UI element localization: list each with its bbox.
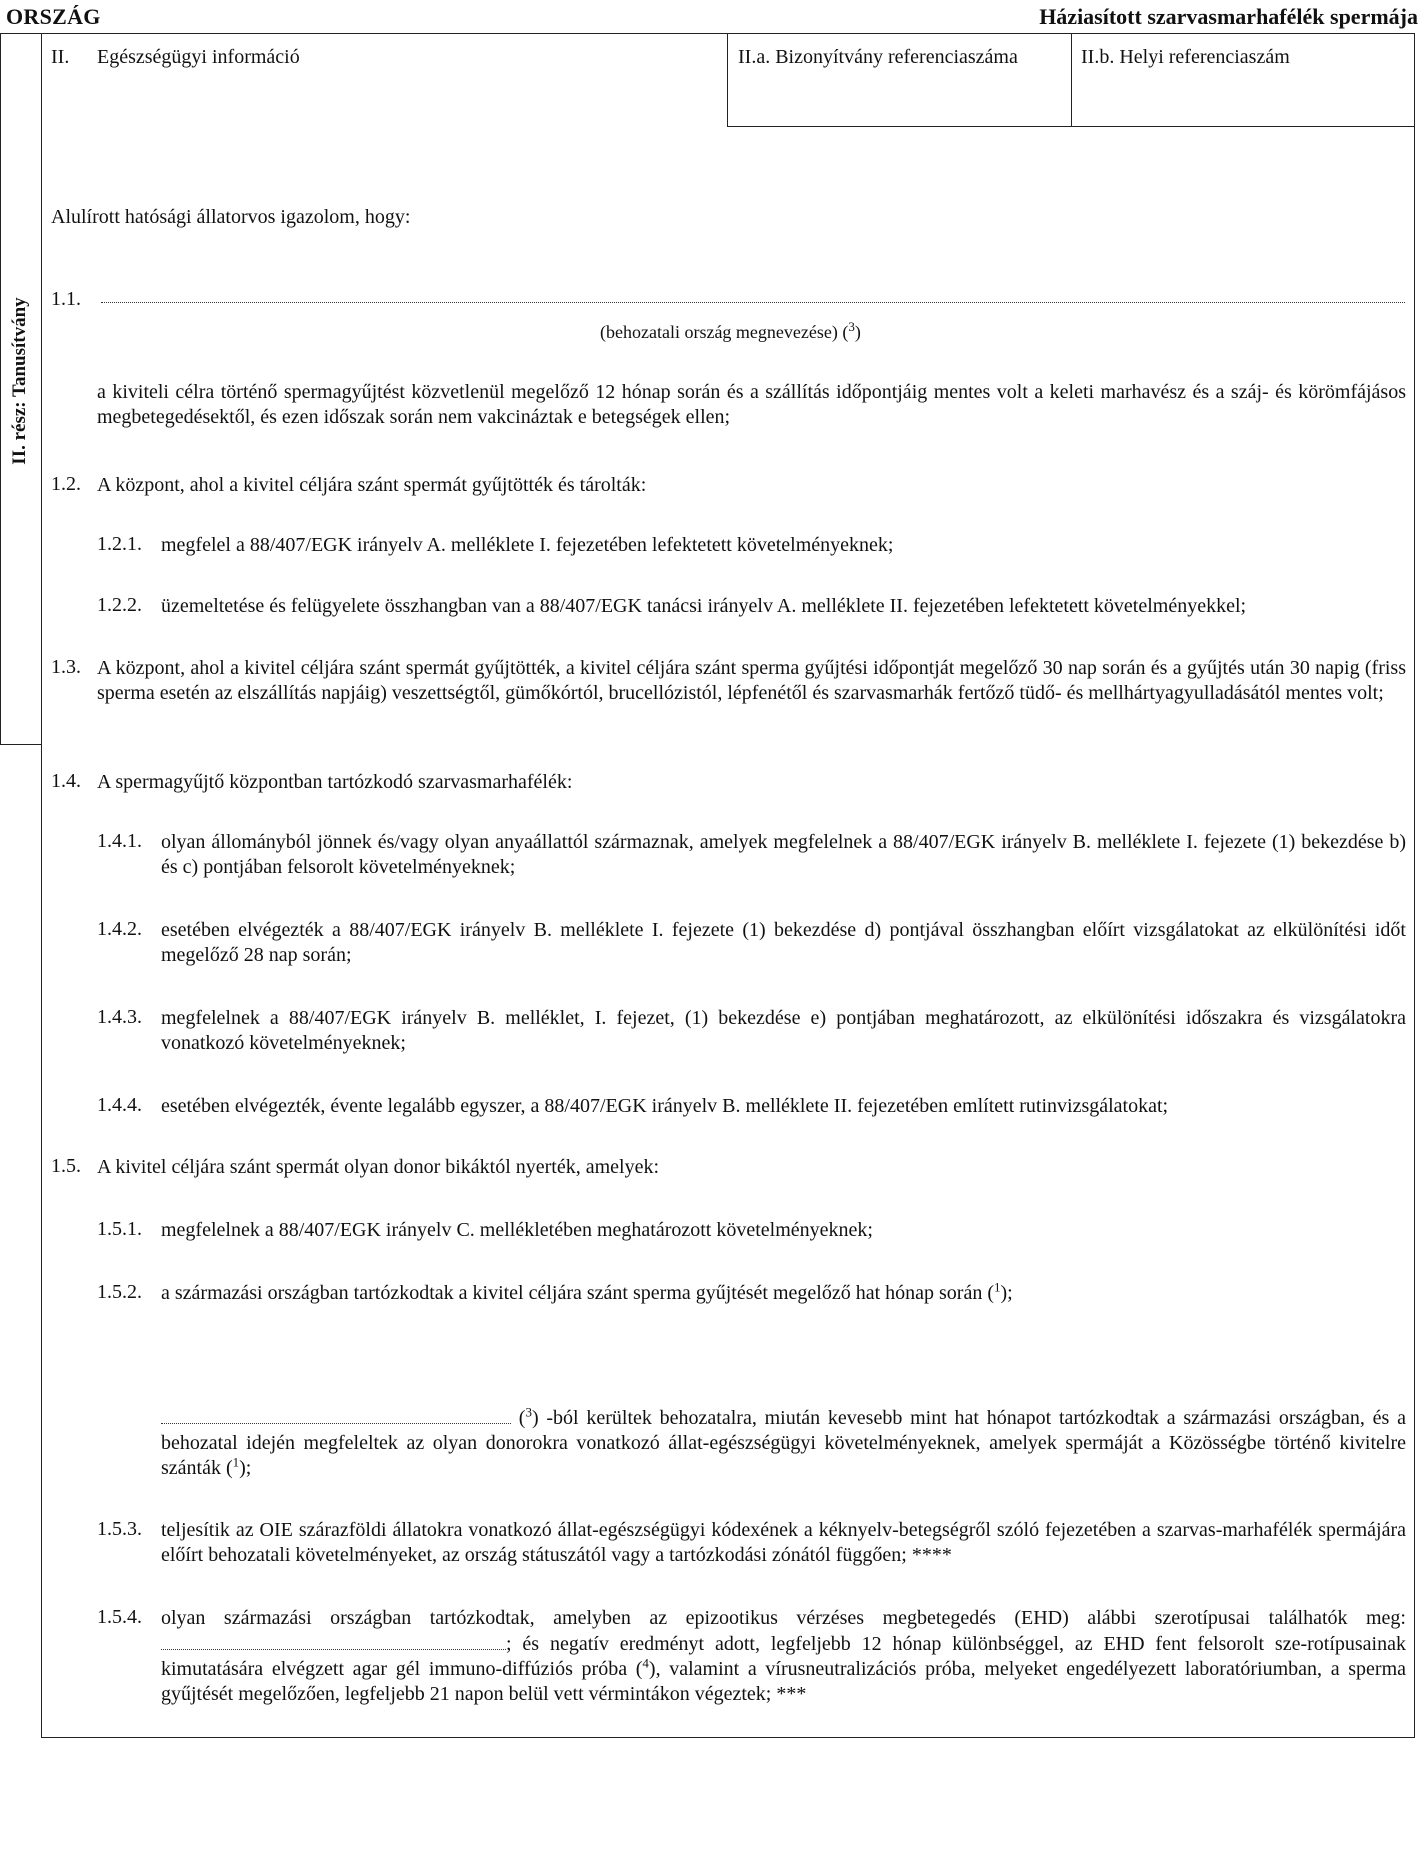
- item-number: 1.2.1.: [97, 533, 142, 555]
- item-text-part: ) -ból kerültek behozatalra, miután kevesebb mint hat hónapot tartózkodtak a származási országban, és a behozatal idején megfeleltek az olyan donorokra vonatkozó állat-egészségügyi követelményeknek, amelyek spermáját a Közösségbe történő kivitelre szánták (: [161, 1407, 1406, 1479]
- footnote-ref: 3: [848, 319, 855, 334]
- item-text: üzemeltetése és felügyelete összhangban van a 88/407/EGK tanácsi irányelv A. melléklete II. fejezetében lefektetett követelményekkel;: [161, 595, 1247, 617]
- item-text-part: olyan származási országban tartózkodtak, amelyben az epizootikus vérzéses megbetegedés (EHD) alábbi szerotípusai találhatók meg:: [161, 1607, 1406, 1629]
- dotted-fill-line: [161, 1631, 506, 1650]
- item-text: A központ, ahol a kivitel céljára szánt spermát gyűjtötték és tárolták:: [97, 474, 647, 496]
- item-number: 1.2.: [51, 473, 81, 495]
- item-text-part: ), valamint a vírusneutralizációs próba, melyeket engedélyezett laboratóriumban, a sperma gyűjtését megelőzően, legfeljebb 21 napon belül vett vérmintákon végeztek; ***: [161, 1658, 1406, 1705]
- item-text-part: (: [511, 1407, 526, 1429]
- caption-text: (behozatali ország megnevezése) (: [600, 322, 849, 342]
- item-number: 1.1.: [51, 288, 81, 310]
- item-number: 1.4.4.: [97, 1094, 142, 1116]
- item-number: 1.5.1.: [97, 1218, 142, 1240]
- item-text-part: ; és negatív eredményt adott, legfeljebb 12 hónap különbséggel, az EHD fent felsorolt sze-rotípusainak kimutatására elvégzett agar gél immuno-diffúziós próba (: [161, 1633, 1406, 1680]
- item-number: 1.4.: [51, 770, 81, 792]
- item-text: megfelelnek a 88/407/EGK irányelv C. mellékletében meghatározott követelményeknek;: [161, 1219, 873, 1241]
- item-text: esetében elvégezték a 88/407/EGK irányelv B. melléklete I. fejezete (1) bekezdése d) pontjával összhangban előírt vizsgálatokat az elkülönítési időt megelőző 28 nap során;: [161, 919, 1406, 966]
- item-text-part: );: [239, 1457, 252, 1479]
- side-label: II. rész: Tanusítvány: [9, 297, 30, 465]
- intro-text: Alulírott hatósági állatorvos igazolom, hogy:: [51, 206, 411, 228]
- item-number: 1.5.2.: [97, 1281, 142, 1303]
- item-text: megfelelnek a 88/407/EGK irányelv B. melléklet, I. fejezet, (1) bekezdése e) pontjában meghatározott, az elkülönítési időszakra és vizsgálatokra vonatkozó követelményeknek;: [161, 1007, 1406, 1054]
- item-number: 1.4.3.: [97, 1006, 142, 1028]
- certificate-title: Háziasított szarvasmarhafélék spermája: [1039, 4, 1418, 29]
- header-divider: [1071, 33, 1072, 127]
- item-text: [161, 1281, 1406, 1306]
- item-number: 1.3.: [51, 656, 81, 678]
- item-text: megfelel a 88/407/EGK irányelv A. melléklete I. fejezetében lefektetett követelményeknek;: [161, 534, 894, 556]
- header-divider: [727, 33, 728, 127]
- item-number: 1.5.4.: [97, 1606, 142, 1628]
- item-text: olyan állományból jönnek és/vagy olyan anyaállattól származnak, amelyek megfelelnek a 88/407/EGK irányelv B. melléklete I. fejezete (1) bekezdése b) és c) pontjában felsorolt követelményeknek;: [161, 831, 1406, 878]
- caption-text: ): [854, 322, 861, 342]
- item-text: A kivitel céljára szánt spermát olyan donor bikáktól nyerték, amelyek:: [97, 1156, 660, 1178]
- dotted-fill-line: [161, 1405, 511, 1424]
- health-info-number: II.: [51, 46, 70, 68]
- item-text: [161, 1405, 1406, 1481]
- certificate-reference-label: II.a. Bizonyítvány referenciaszáma: [738, 46, 1018, 68]
- item-text: A központ, ahol a kivitel céljára szánt spermát gyűjtötték, a kivitel céljára szánt sperma gyűjtési időpontját megelőző 30 nap során és a gyűjtés után 30 napig (friss sperma esetén az elszállítás napjáig) veszettségtől, gümőkórtól, brucellózistól, lépfenétől és szarvasmarhák fertőző tüdő- és mellhártyagyulladásától mentes volt;: [97, 657, 1406, 704]
- item-text: [161, 1606, 1406, 1707]
- health-info-label: Egészségügyi információ: [97, 46, 300, 68]
- dotted-fill-line: [101, 302, 1405, 303]
- item-number: 1.5.: [51, 1155, 81, 1177]
- item-text: teljesítik az OIE szárazföldi állatokra vonatkozó állat-egészségügyi kódexének a kéknyelv-betegségről szóló fejezetében a szarvas-marhafélék spermájára előírt behozatali követelményeket, az ország státuszától vagy a tartózkodási zónától függően; ****: [161, 1519, 1406, 1566]
- country-label: ORSZÁG: [6, 4, 101, 29]
- item-text: a kiviteli célra történő spermagyűjtést közvetlenül megelőző 12 hónap során és a szállítás időpontjáig mentes volt a keleti marhavész és a száj- és körömfájásos megbetegedésektől, és ezen időszak során nem vakcináztak e betegségek ellen;: [97, 381, 1406, 428]
- item-text-part: a származási országban tartózkodtak a kivitel céljára szánt sperma gyűjtését megelőző hat hónap során (: [161, 1282, 994, 1304]
- item-text: A spermagyűjtő központban tartózkodó szarvasmarhafélék:: [97, 771, 573, 793]
- footnote-ref: 1: [232, 1454, 240, 1470]
- item-number: 1.4.2.: [97, 918, 142, 940]
- certificate-frame: [41, 33, 1415, 1738]
- footnote-ref: 4: [642, 1655, 649, 1671]
- item-number: 1.2.2.: [97, 594, 142, 616]
- field-caption: [600, 319, 861, 343]
- item-text: esetében elvégezték, évente legalább egyszer, a 88/407/EGK irányelv B. melléklete II. fejezetében említett rutinvizsgálatokat;: [161, 1095, 1169, 1117]
- item-number: 1.5.3.: [97, 1518, 142, 1540]
- item-number: 1.4.1.: [97, 830, 142, 852]
- local-reference-label: II.b. Helyi referenciaszám: [1081, 46, 1290, 68]
- footnote-ref: 1: [994, 1279, 1001, 1295]
- footnote-ref: 3: [525, 1404, 532, 1420]
- item-text-part: );: [1000, 1282, 1013, 1304]
- header-divider: [727, 126, 1415, 127]
